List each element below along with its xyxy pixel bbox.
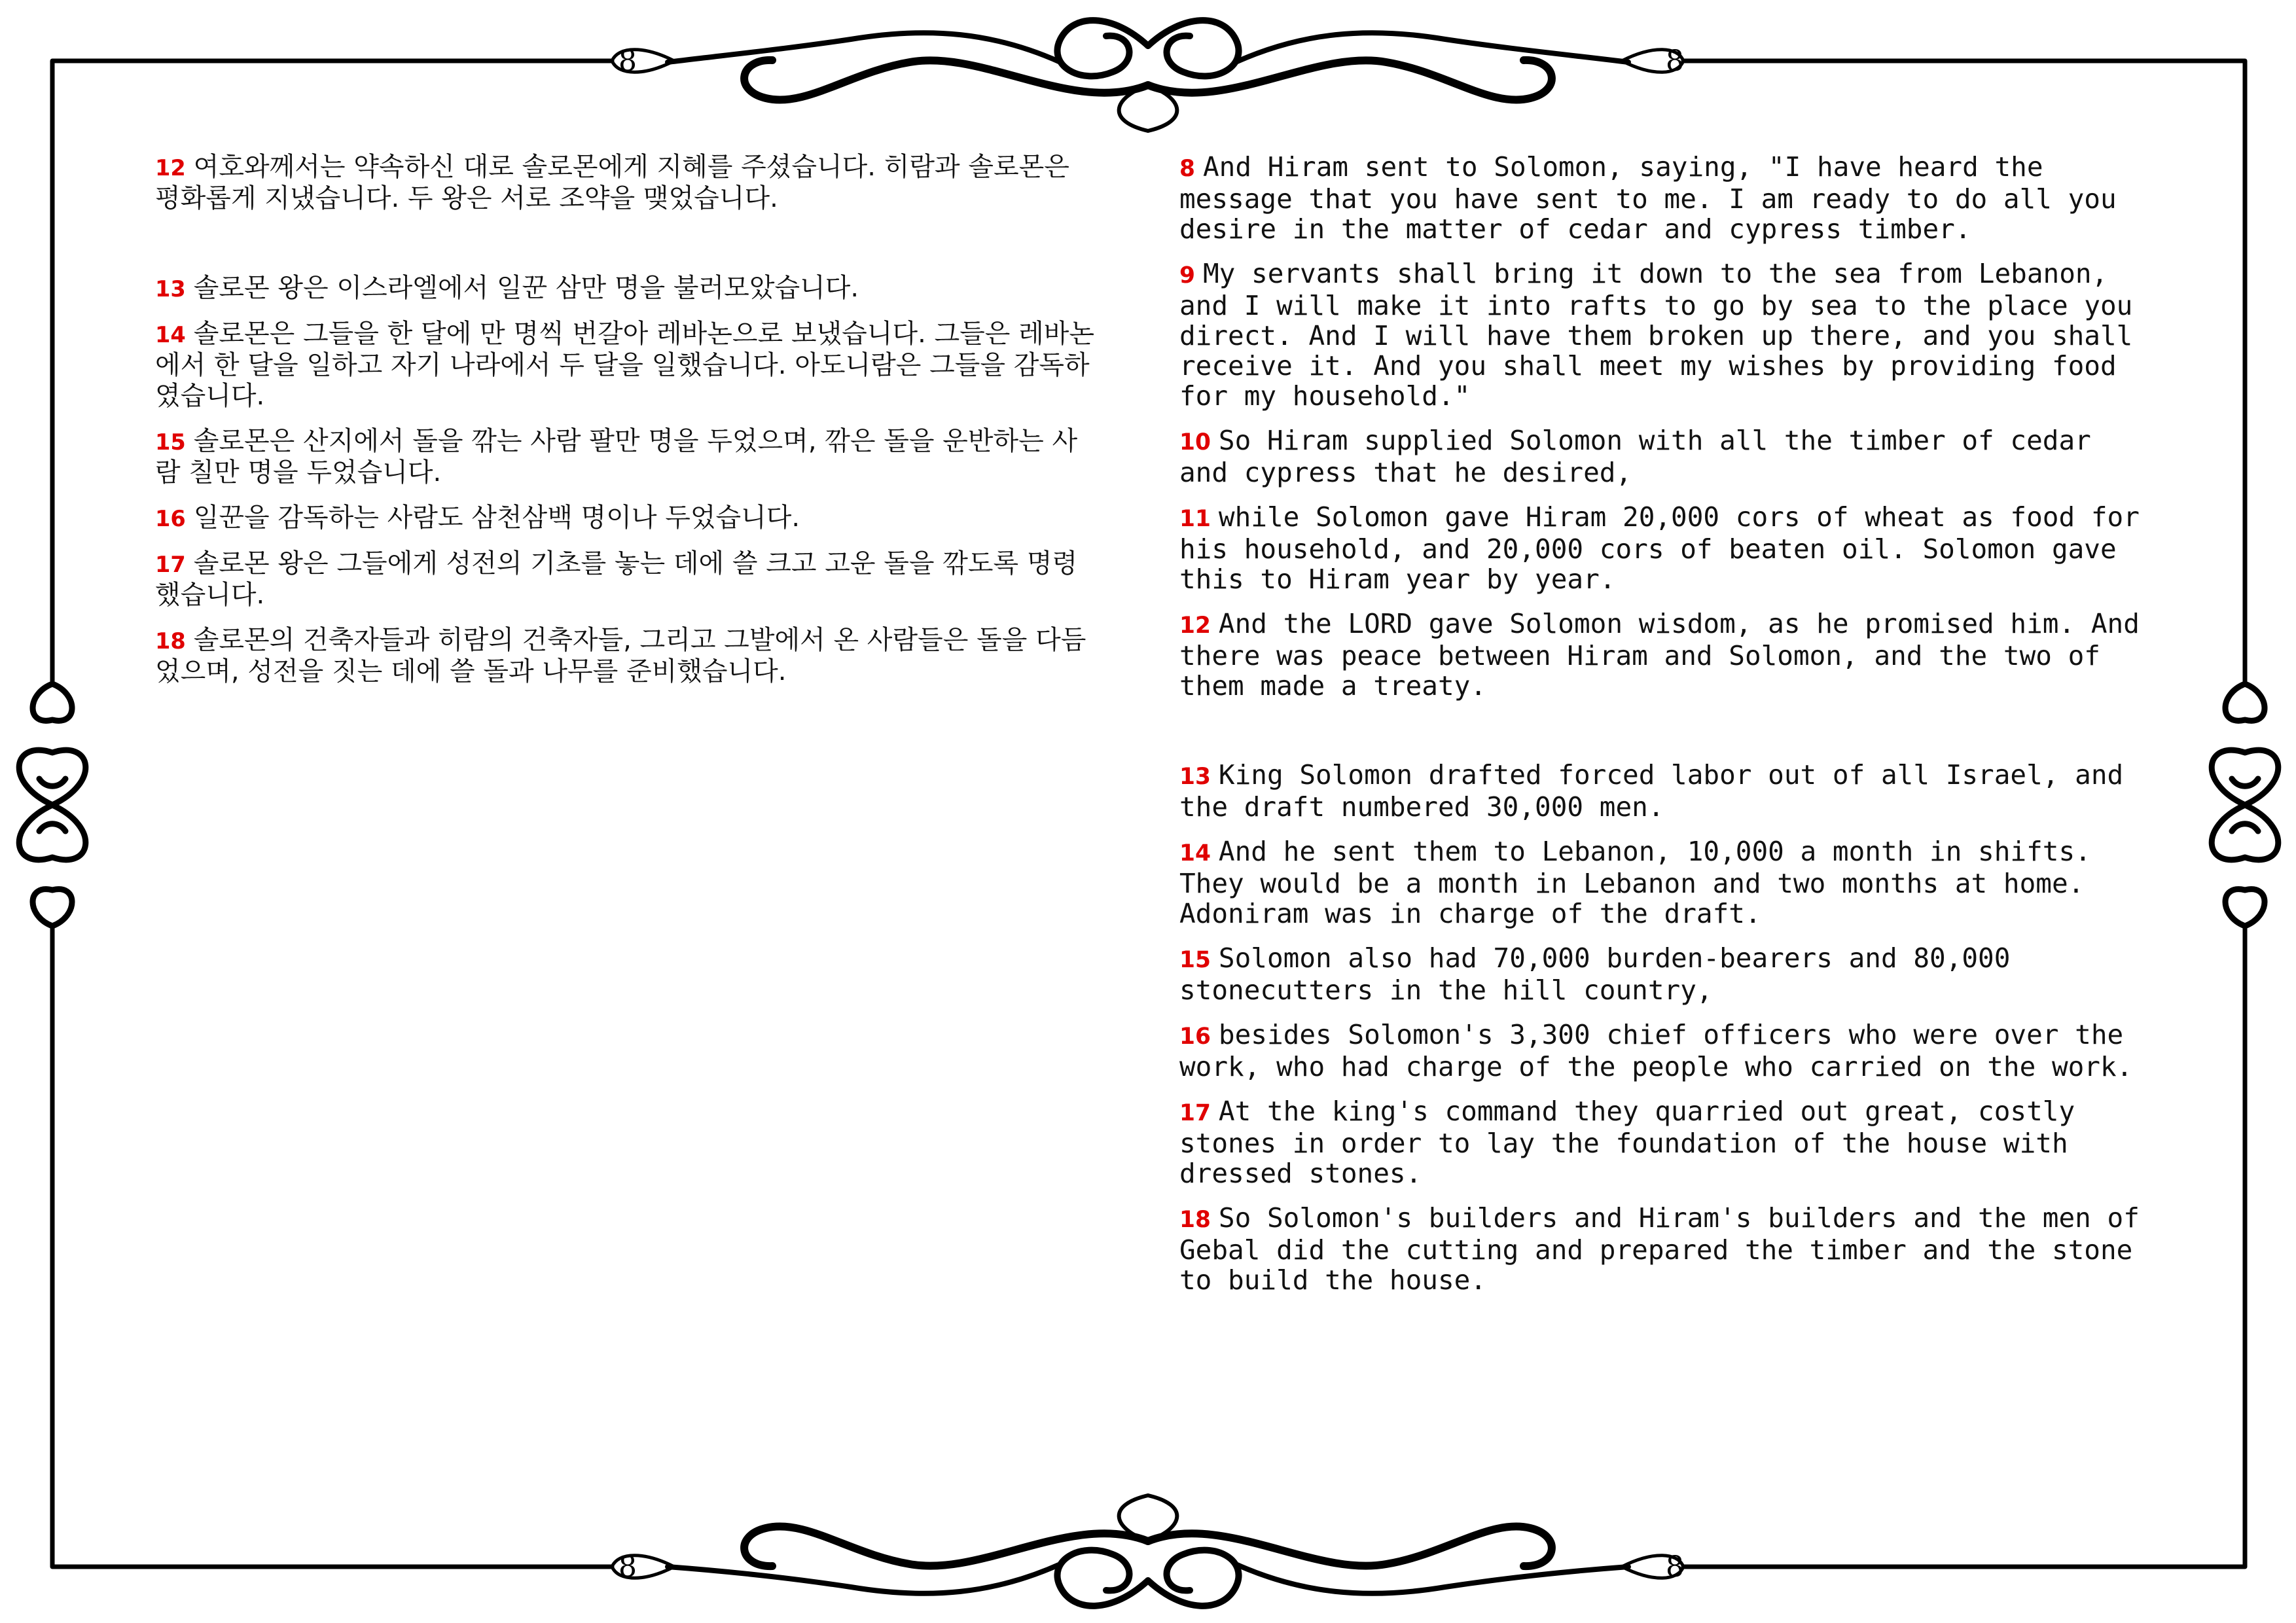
- verse-text: And he sent them to Lebanon, 10,000 a month in shifts. They would be a month in Lebanon and two months at home. Adoniram was in charge of the draft.: [1179, 836, 2091, 929]
- korean-verse: [155, 319, 1098, 412]
- verse-number: 13: [1179, 764, 1211, 790]
- korean-verse: [155, 503, 1098, 534]
- svg-text:8: 8: [1666, 45, 1684, 78]
- verse-text: So Hiram supplied Solomon with all the timber of cedar and cypress that he desired,: [1179, 425, 2091, 488]
- verse-text: So Solomon's builders and Hiram's builders and the men of Gebal did the cutting and prepared the timber and the stone to build the house.: [1179, 1202, 2140, 1296]
- verse-text: King Solomon drafted forced labor out of all Israel, and the draft numbered 30,000 men.: [1179, 759, 2124, 823]
- right-flourish-ornament: [2212, 684, 2278, 926]
- verse-number: 17: [1179, 1100, 1211, 1126]
- english-text-column: [1179, 152, 2155, 1310]
- verse-number: 13: [155, 276, 186, 302]
- verse-number: 14: [155, 322, 186, 348]
- verse-text: And Hiram sent to Solomon, saying, "I have heard the message that you have sent to me. I am ready to do all you desire in the matter of cedar and cypress timber.: [1179, 151, 2117, 245]
- english-verse: [1179, 1203, 2155, 1295]
- verse-text: And the LORD gave Solomon wisdom, as he promised him. And there was peace between Hiram and Solomon, and the two of them made a treaty.: [1179, 608, 2140, 702]
- korean-verse: [155, 152, 1098, 214]
- verse-text: 일꾼을 감독하는 사람도 삼천삼백 명이나 두었습니다.: [193, 503, 800, 533]
- verse-number: 15: [1179, 947, 1211, 973]
- top-flourish-ornament: [612, 20, 1684, 131]
- verse-number: 16: [1179, 1024, 1211, 1050]
- verse-number: 18: [1179, 1207, 1211, 1233]
- english-verse: [1179, 1020, 2155, 1082]
- verse-text: At the king's command they quarried out great, costly stones in order to lay the foundation of the house with dressed stones.: [1179, 1096, 2075, 1189]
- svg-text:8: 8: [619, 45, 637, 78]
- svg-text:8: 8: [1666, 1550, 1684, 1584]
- verse-number: 12: [1179, 613, 1211, 639]
- verse-number: 9: [1179, 262, 1195, 289]
- verse-text: 솔로몬의 건축자들과 히람의 건축자들, 그리고 그발에서 온 사람들은 돌을 다듬었으며, 성전을 짓는 데에 쓸 돌과 나무를 준비했습니다.: [155, 625, 1086, 687]
- verse-number: 12: [155, 155, 186, 181]
- verse-text: Solomon also had 70,000 burden-bearers and 80,000 stonecutters in the hill country,: [1179, 942, 2011, 1006]
- svg-text:8: 8: [619, 1550, 637, 1584]
- verse-text: 여호와께서는 약속하신 대로 솔로몬에게 지혜를 주셨습니다. 히람과 솔로몬은 평화롭게 지냈습니다. 두 왕은 서로 조약을 맺었습니다.: [155, 152, 1069, 213]
- verse-text: while Solomon gave Hiram 20,000 cors of wheat as food for his household, and 20,000 cors of beaten oil. Solomon gave this to Hiram year by year.: [1179, 501, 2140, 595]
- left-flourish-ornament: [19, 684, 86, 926]
- verse-text: 솔로몬은 그들을 한 달에 만 명씩 번갈아 레바논으로 보냈습니다. 그들은 레바논에서 한 달을 일하고 자기 나라에서 두 달을 일했습니다. 아도니람은 그들을 감독하였습니다.: [155, 319, 1095, 411]
- verse-text: 솔로몬 왕은 그들에게 성전의 기초를 놓는 데에 쓸 크고 고운 돌을 깎도록 명령했습니다.: [155, 548, 1078, 610]
- korean-verse: [155, 273, 1098, 304]
- verse-number: 18: [155, 628, 186, 654]
- verse-text: 솔로몬 왕은 이스라엘에서 일꾼 삼만 명을 불러모았습니다.: [193, 273, 859, 303]
- korean-verse: [155, 548, 1098, 611]
- verse-number: 17: [155, 552, 186, 577]
- english-verse: [1179, 152, 2155, 244]
- verse-number: 15: [155, 429, 186, 455]
- english-verse: [1179, 836, 2155, 929]
- korean-text-column: [155, 152, 1098, 702]
- verse-number: 16: [155, 506, 186, 531]
- verse-number: 8: [1179, 156, 1195, 182]
- verse-number: 14: [1179, 840, 1211, 866]
- english-verse: [1179, 259, 2155, 411]
- english-verse: [1179, 1096, 2155, 1188]
- english-verse: [1179, 609, 2155, 701]
- verse-text: 솔로몬은 산지에서 돌을 깎는 사람 팔만 명을 두었으며, 깎은 돌을 운반하는 사람 칠만 명을 두었습니다.: [155, 426, 1078, 488]
- verse-text: My servants shall bring it down to the sea from Lebanon, and I will make it into rafts to go by sea to the place you direct. And I will have them broken up there, and you shall receive it. And you shall meet my wishes by providing food for my household.": [1179, 258, 2133, 412]
- english-verse: [1179, 760, 2155, 822]
- verse-text: besides Solomon's 3,300 chief officers who were over the work, who had charge of the people who carried on the work.: [1179, 1019, 2133, 1082]
- verse-number: 11: [1179, 506, 1211, 532]
- bottom-flourish-ornament: [612, 1495, 1684, 1606]
- korean-verse: [155, 625, 1098, 687]
- english-verse: [1179, 943, 2155, 1005]
- korean-verse: [155, 426, 1098, 488]
- english-verse: [1179, 425, 2155, 488]
- english-verse: [1179, 502, 2155, 594]
- verse-number: 10: [1179, 429, 1211, 455]
